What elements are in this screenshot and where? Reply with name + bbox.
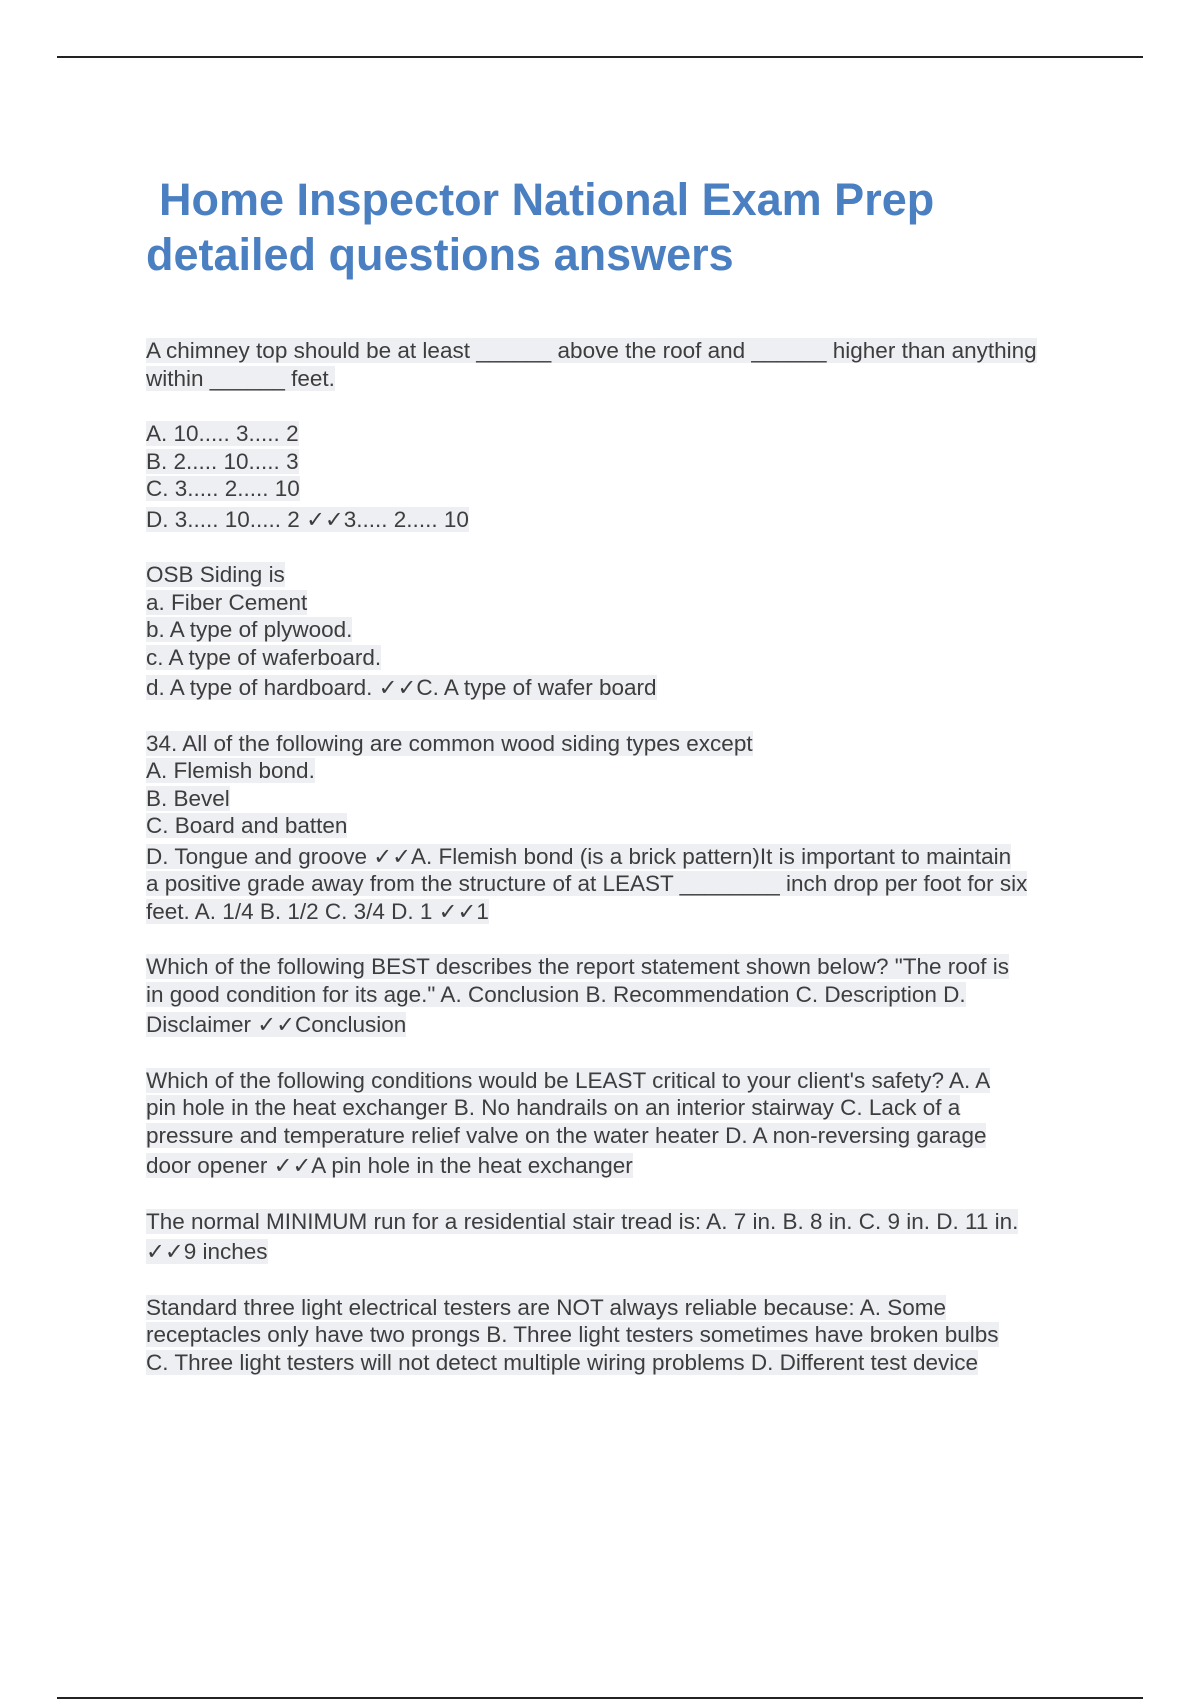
top-rule bbox=[57, 56, 1143, 58]
answer-text: D. 3..... 10..... 2 ✓✓3..... 2..... 10 bbox=[146, 506, 469, 532]
question-text: 34. All of the following are common wood siding types except bbox=[146, 730, 753, 756]
question-text: pin hole in the heat exchanger B. No handrails on an interior stairway C. Lack of a bbox=[146, 1095, 961, 1120]
answer-text: D. Tongue and groove ✓✓A. Flemish bond (is a brick pattern)It is important to maintain bbox=[146, 843, 1012, 869]
question-text: within ______ feet. bbox=[146, 365, 335, 391]
option-text: C. 3..... 2..... 10 bbox=[146, 476, 300, 501]
option-text: a. Fiber Cement bbox=[146, 589, 308, 615]
option-text: B. 2..... 10..... 3 bbox=[146, 448, 299, 474]
bottom-rule bbox=[57, 1697, 1143, 1699]
question-text: pressure and temperature relief valve on the water heater D. A non-reversing garage bbox=[146, 1122, 987, 1148]
answer-text: door opener ✓✓A pin hole in the heat exchanger bbox=[146, 1153, 633, 1178]
question-block bbox=[146, 561, 1096, 702]
question-block bbox=[146, 1067, 1096, 1180]
answer-text: ✓✓9 inches bbox=[146, 1239, 268, 1264]
option-text: A. Flemish bond. bbox=[146, 758, 315, 783]
question-text: in good condition for its age." A. Conclusion B. Recommendation C. Description D. bbox=[146, 981, 966, 1007]
question-text: OSB Siding is bbox=[146, 562, 285, 587]
question-block bbox=[146, 953, 1096, 1039]
option-text: A. 10..... 3..... 2 bbox=[146, 421, 299, 446]
question-text: receptacles only have two prongs B. Three light testers sometimes have broken bulbs bbox=[146, 1322, 999, 1347]
question-text: C. Three light testers will not detect multiple wiring problems D. Different test device bbox=[146, 1349, 979, 1375]
question-text: Which of the following BEST describes the report statement shown below? "The roof is bbox=[146, 954, 1009, 979]
option-text: B. Bevel bbox=[146, 785, 230, 811]
answer-text: Disclaimer ✓✓Conclusion bbox=[146, 1012, 407, 1037]
title-line-2: detailed questions answers bbox=[146, 229, 734, 280]
question-text: Standard three light electrical testers are NOT always reliable because: A. Some bbox=[146, 1294, 946, 1320]
question-text: Which of the following conditions would be LEAST critical to your client's safety? A. A bbox=[146, 1067, 991, 1093]
question-block bbox=[146, 337, 1096, 392]
option-text: C. Board and batten bbox=[146, 813, 348, 838]
title-line-1: Home Inspector National Exam Prep bbox=[159, 174, 935, 225]
question-text: The normal MINIMUM run for a residential stair tread is: A. 7 in. B. 8 in. C. 9 in. D. 11 in. bbox=[146, 1208, 1019, 1234]
option-text: c. A type of waferboard. bbox=[146, 644, 382, 670]
question-block bbox=[146, 730, 1096, 926]
question-block bbox=[146, 1294, 1096, 1377]
options-block bbox=[146, 420, 1096, 533]
answer-text: feet. A. 1/4 B. 1/2 C. 3/4 D. 1 ✓✓1 bbox=[146, 898, 489, 924]
document-title bbox=[146, 172, 1106, 282]
answer-text: a positive grade away from the structure of at LEAST ________ inch drop per foot for six bbox=[146, 871, 1028, 896]
option-text: b. A type of plywood. bbox=[146, 617, 353, 642]
question-block bbox=[146, 1208, 1096, 1266]
answer-text: d. A type of hardboard. ✓✓C. A type of wafer board bbox=[146, 675, 657, 700]
question-text: A chimney top should be at least ______ above the roof and ______ higher than anything bbox=[146, 338, 1037, 363]
document-body bbox=[146, 337, 1096, 1404]
